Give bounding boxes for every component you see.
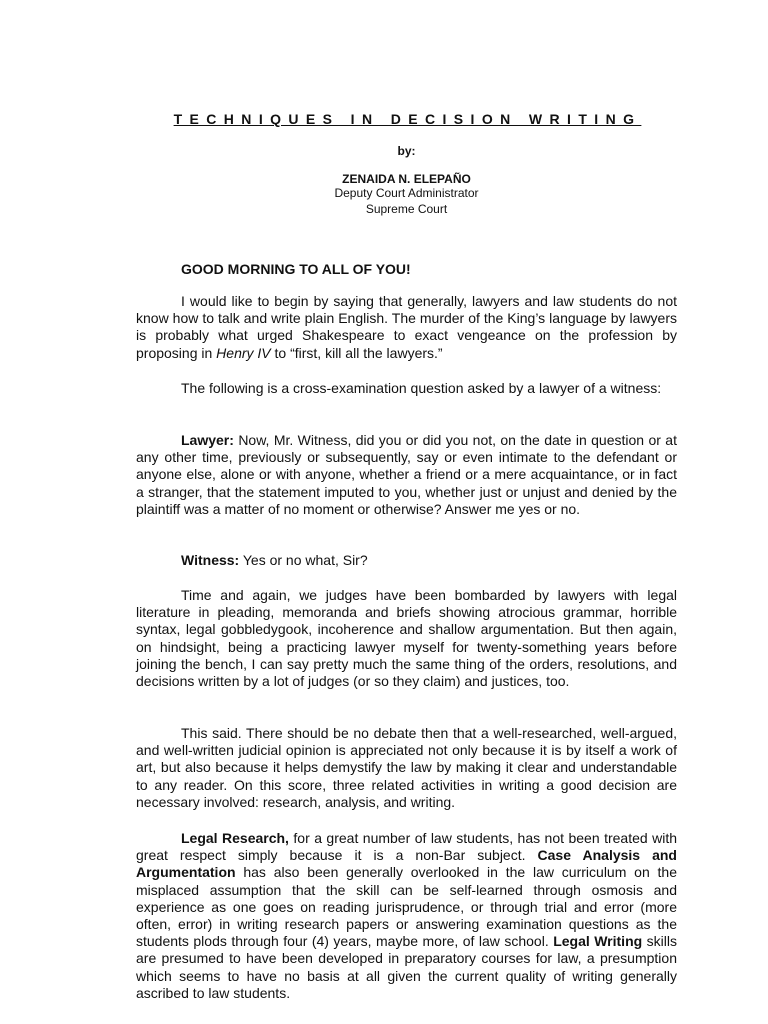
legal-writing-text: skills are presumed to have been developed in preparatory courses for law, a presumption which seems to have no basis at all given the current quality of writing generally ascribed to law students. [136, 933, 677, 1001]
legal-research-text: for a great number of law students, has not been treated with great respect simply because it is a non-Bar subject. [136, 830, 677, 864]
legal-writing-label: Legal Writing [553, 933, 643, 950]
witness-label: Witness: [181, 552, 240, 568]
document-page [136, 0, 677, 1024]
paragraph-intro-text-b: to “first, kill all the lawyers.” [270, 344, 443, 361]
play-title-italic: Henry IV [216, 344, 271, 361]
paragraph-intro-text-a: I would like to begin by saying that generally, lawyers and law students do not know how to talk and write plain English. The murder of the King’s language by lawyers is probably what urged Shakespeare to exact vengeance on the profession by proposing in [136, 293, 677, 361]
greeting: GOOD MORNING TO ALL OF YOU! [181, 261, 411, 277]
author-position: Deputy Court Administrator [334, 186, 479, 200]
lawyer-label: Lawyer: [181, 432, 234, 448]
document-title: TECHNIQUES IN DECISION WRITING [173, 111, 642, 127]
paragraph-witness-answer [136, 552, 677, 569]
paragraph-lawyer-question [136, 432, 677, 518]
author-office: Supreme Court [365, 202, 448, 216]
paragraph-legal-research [136, 830, 677, 1002]
case-analysis-text: has also been generally overlooked in the law curriculum on the misplaced assumption that the skill can be self-learned through osmosis and experience as one goes on reading jurisprudence, or through trial and error (more often, error) in writing research papers or answering examination questions as the students plods through four (4) years, maybe more, of law school. [136, 864, 677, 950]
paragraph-intro [136, 293, 677, 362]
paragraph-cross-exam-intro: The following is a cross-examination question asked by a lawyer of a witness: [181, 380, 662, 396]
witness-answer-text: Yes or no what, Sir? [239, 552, 368, 568]
lawyer-question-text: Now, Mr. Witness, did you or did you not, on the date in question or at any other time, previously or subsequently, say or even intimate to the defendant or anyone else, alone or with anyone, whether a friend or a mere acquaintance, or in fact a stranger, that the statement imputed to you, whether just or unjust and denied by the plaintiff was a matter of no moment or otherwise? Answer me yes or no. [136, 432, 677, 517]
legal-research-label: Legal Research, [181, 830, 289, 846]
paragraph-judicial-opinion: This said. There should be no debate then that a well-researched, well-argued, and well-written judicial opinion is appreciated not only because it is by itself a work of art, but also because it helps demystify the law by making it clear and understandable to any reader. On this score, three related activities in writing a good decision are necessary involved: research, analysis, and writing. [136, 725, 677, 810]
byline-label: by: [397, 144, 416, 158]
author-name: ZENAIDA N. ELEPAÑO [342, 172, 471, 186]
case-analysis-label: Case Analysis and Argumentation [136, 847, 677, 881]
paragraph-bombarded: Time and again, we judges have been bombarded by lawyers with legal literature in pleading, memoranda and briefs showing atrocious grammar, horrible syntax, legal gobbledygook, incoherence and shallow argumentation. But then again, on hindsight, being a practicing lawyer myself for twenty-something years before joining the bench, I can say pretty much the same thing of the orders, resolutions, and decisions written by a lot of judges (or so they claim) and justices, too. [136, 587, 677, 690]
